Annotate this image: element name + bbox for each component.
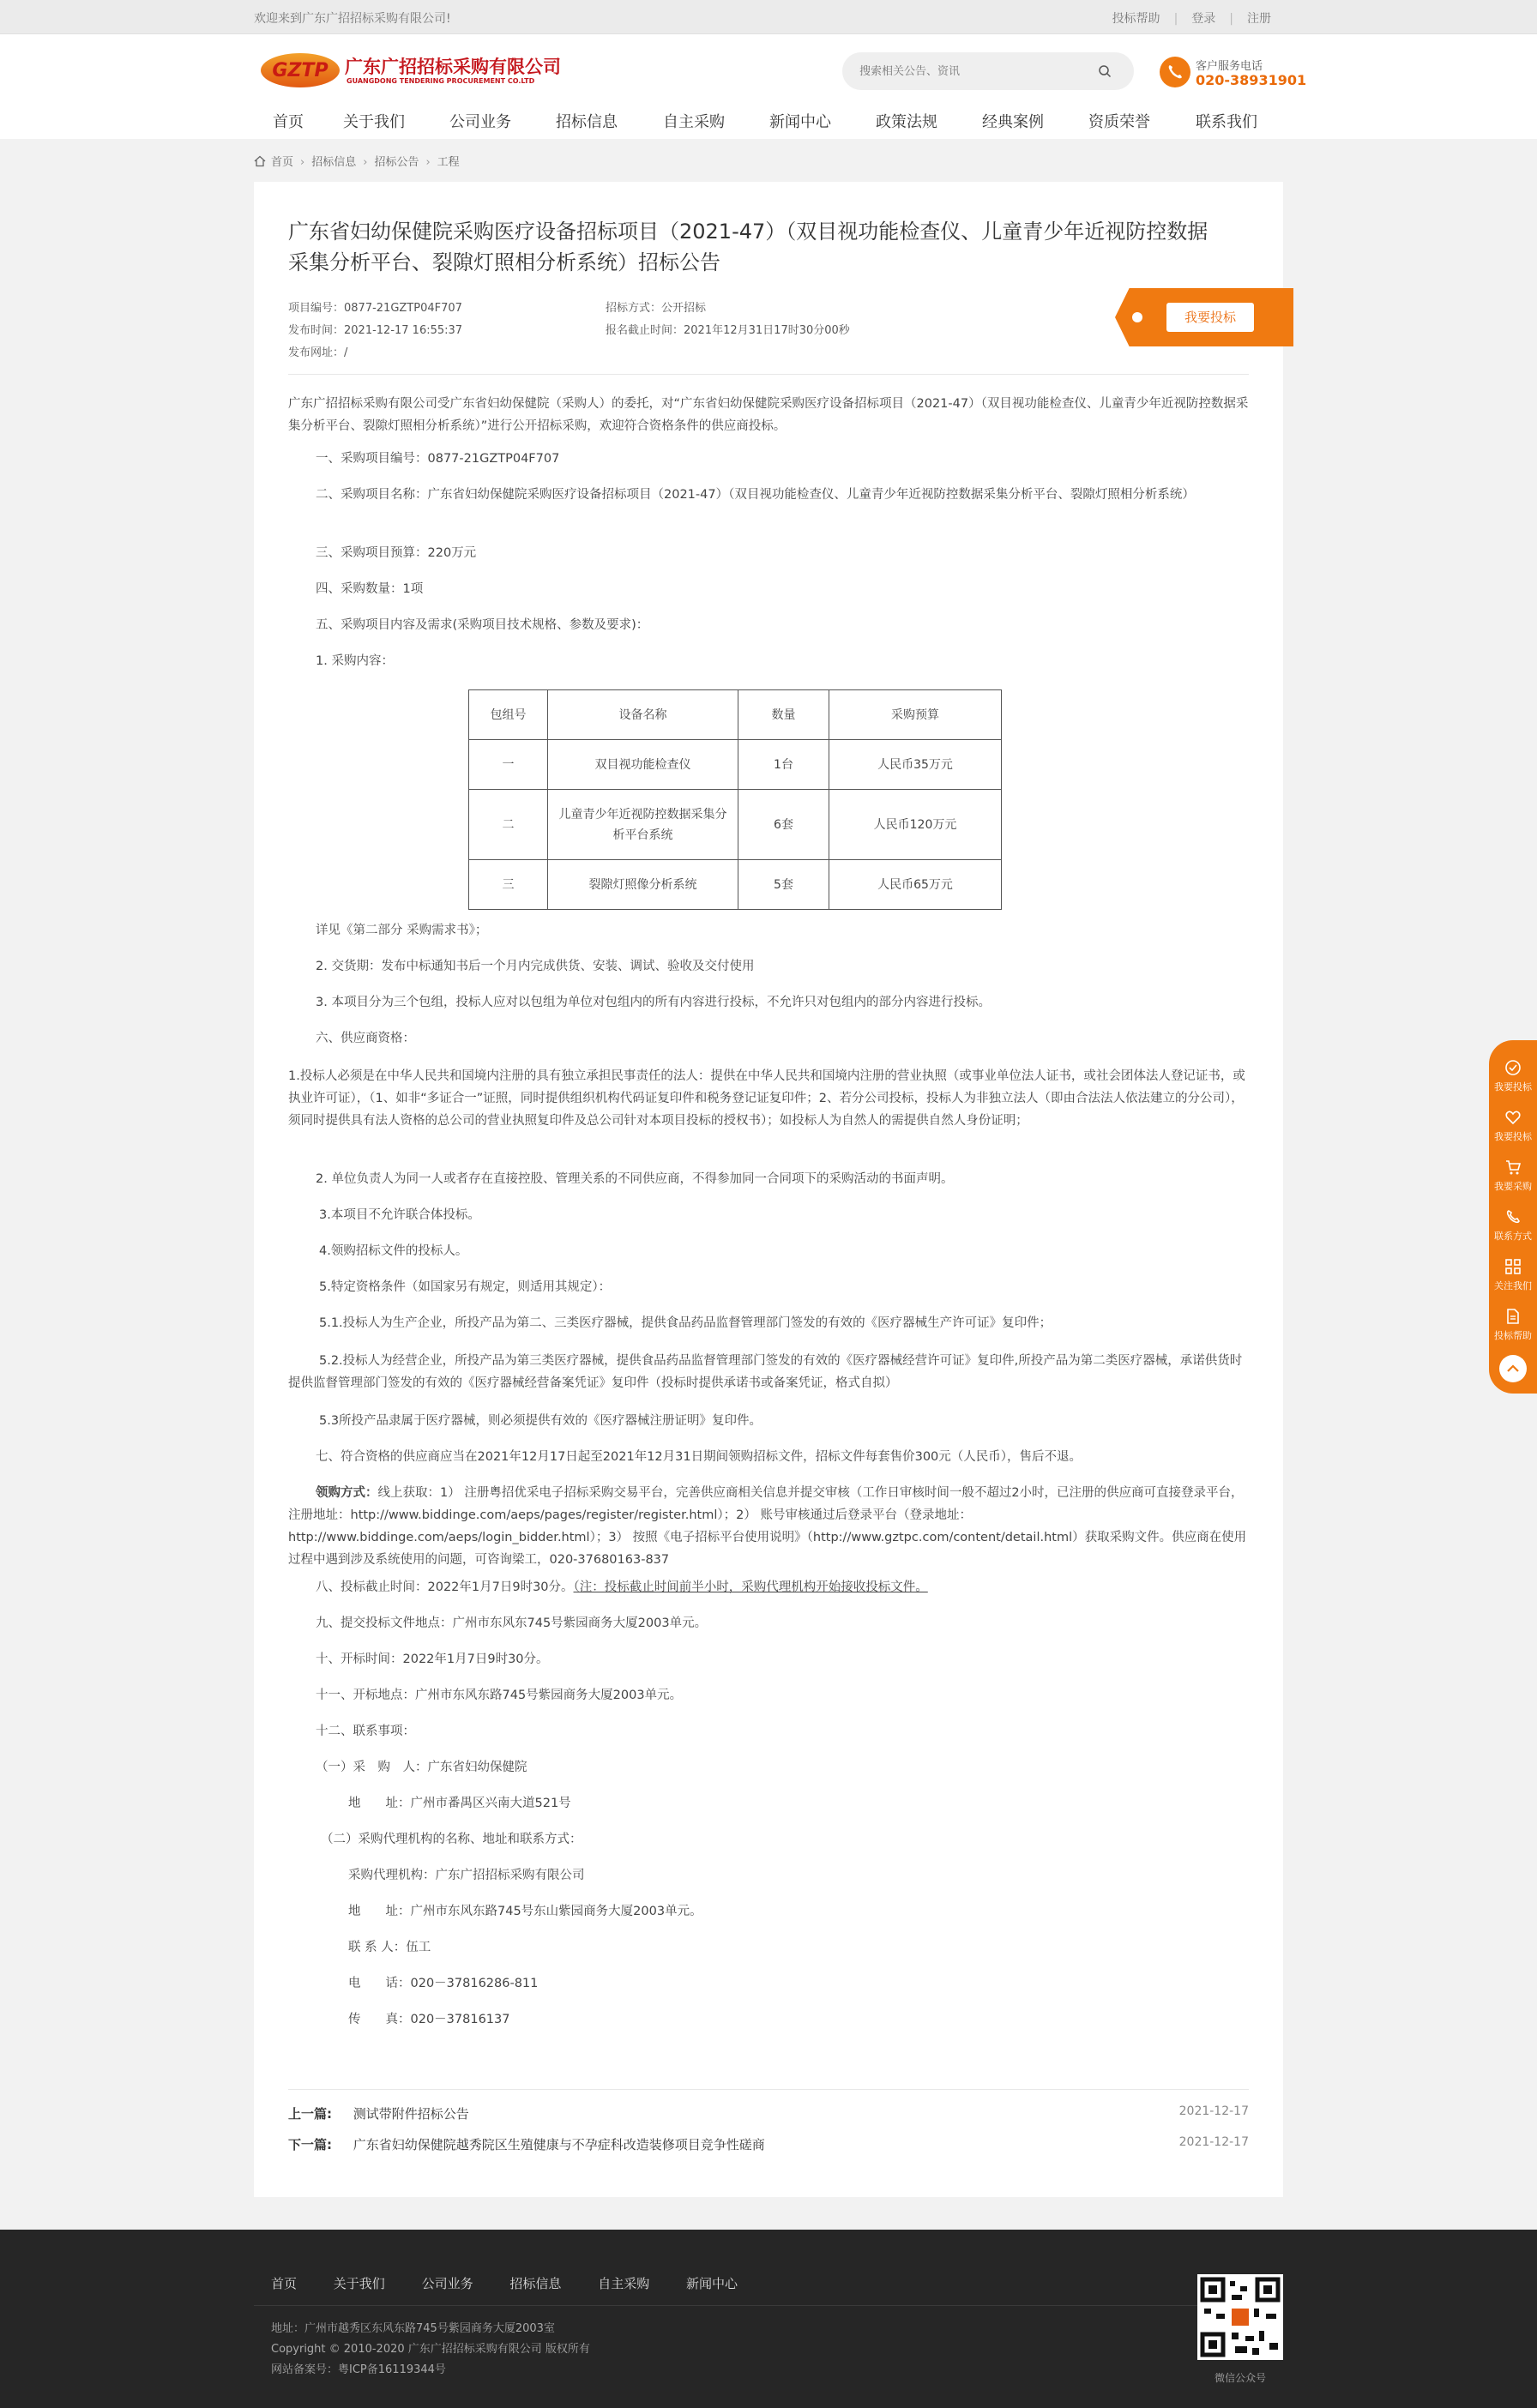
para-agency-addr: 地 址：广州市东风东路745号东山紫园商务大厦2003单元。 [348, 1905, 702, 1918]
para-packages: 3. 本项目分为三个包组，投标人应对以包组为单位对包组内的所有内容进行投标，不允许只对包组内的部分内容进行投标。 [316, 996, 991, 1009]
para-agency: （二）采购代理机构的名称、地址和联系方式： [321, 1833, 582, 1846]
table-cell: 一 [469, 740, 548, 790]
para-purchase-way [288, 1482, 1249, 1571]
header [0, 34, 1537, 139]
prev-article-link[interactable]: 测试带附件招标公告 [353, 2106, 469, 2122]
breadcrumb-current: 工程 [437, 156, 460, 169]
para-open-place: 十一、开标地点：广州市东风东路745号紫园商务大厦2003单元。 [316, 1689, 683, 1702]
para-q51: 5.1.投标人为生产企业，所投产品为第二、三类医疗器械，提供食品药品监督管理部门签发的有效的《医疗器械生产许可证》复印件； [319, 1316, 1052, 1330]
para-q53: 5.3所投产品隶属于医疗器械，则必须提供有效的《医疗器械注册证明》复印件。 [319, 1414, 762, 1428]
login-link[interactable]: 登录 [1191, 12, 1216, 26]
footer-nav-news[interactable]: 新闻中心 [685, 2276, 738, 2291]
nav-about[interactable]: 关于我们 [343, 113, 405, 131]
nav-honors[interactable]: 资质荣誉 [1088, 113, 1150, 131]
chevron-right-icon: › [300, 156, 305, 169]
meta-publish-time: 发布时间：2021-12-17 16:55:37 [288, 324, 463, 337]
breadcrumb-notice[interactable]: 招标公告 [374, 156, 419, 169]
table-cell: 人民币65万元 [829, 860, 1002, 910]
service-phone [1160, 53, 1307, 91]
para-intro: 广东广招招标采购有限公司受广东省妇幼保健院（采购人）的委托，对“广东省妇幼保健院采购医疗设备招标项目（2021-47）（双目视功能检查仪、儿童青少年近视防控数据采集分析平台、裂隙灯照相分析系统）”进行公开招标采购，欢迎符合资格条件的供应商投标。 [288, 397, 1249, 433]
logo[interactable] [261, 51, 570, 91]
top-links: 投标帮助 | 登录 | 注册 [1112, 12, 1271, 26]
table-header: 设备名称 [548, 690, 738, 740]
breadcrumb [254, 153, 460, 169]
para-purchase-period: 七、符合资格的供应商应当在2021年12月17日起至2021年12月31日期间领购招标文件，招标文件每套售价300元（人民币），售后不退。 [316, 1450, 1082, 1464]
table-row [469, 860, 1002, 910]
divider [288, 374, 1249, 375]
footer-nav-bidding-info[interactable]: 招标信息 [509, 2276, 562, 2291]
para-project-name: 二、采购项目名称：广东省妇幼保健院采购医疗设备招标项目（2021-47）（双目视功能检查仪、儿童青少年近视防控数据采集分析平台、裂隙灯照相分析系统） [316, 488, 1195, 502]
meta-method: 招标方式：公开招标 [606, 302, 707, 315]
phone-number: 020-38931901 [1196, 72, 1307, 88]
sidebar-item-purchase[interactable] [1489, 1153, 1537, 1201]
sidebar-item-contact[interactable] [1489, 1203, 1537, 1251]
next-article [288, 2135, 1249, 2153]
para-q5: 5.特定资格条件（如国家另有规定，则适用其规定）： [319, 1280, 612, 1294]
search-icon[interactable] [1098, 64, 1112, 78]
sidebar-item-bid-2[interactable] [1489, 1104, 1537, 1152]
prev-label: 上一篇: [288, 2106, 332, 2122]
sidebar-label: 我要采购 [1494, 1181, 1532, 1192]
sidebar-label: 投标帮助 [1494, 1330, 1532, 1341]
nav-news[interactable]: 新闻中心 [769, 113, 831, 131]
para-project-no: 一、采购项目编号：0877-21GZTP04F707 [316, 452, 560, 466]
meta-url: 发布网址：/ [288, 346, 348, 359]
table-row [469, 740, 1002, 790]
deadline-text: 八、投标截止时间：2022年1月7日9时30分。 [316, 1580, 574, 1594]
heart-icon [1504, 1109, 1522, 1126]
search-input[interactable] [859, 63, 1082, 80]
table-cell: 6套 [738, 790, 829, 860]
phone-label: 客户服务电话 [1196, 60, 1263, 73]
table-cell: 儿童青少年近视防控数据采集分析平台系统 [548, 790, 738, 860]
floating-sidebar [1489, 1040, 1537, 1394]
para-q3: 3.本项目不允许联合体投标。 [319, 1208, 480, 1222]
prev-article [288, 2104, 1249, 2122]
para-q4: 4.领购招标文件的投标人。 [319, 1244, 468, 1258]
sidebar-item-bid[interactable] [1489, 1054, 1537, 1102]
table-cell: 1台 [738, 740, 829, 790]
next-label: 下一篇: [288, 2137, 332, 2152]
dot-icon [1132, 312, 1142, 322]
footer-nav-business[interactable]: 公司业务 [421, 2276, 473, 2291]
purchase-way-text: 线上获取：1） 注册粤招优采电子招标采购交易平台，完善供应商相关信息并提交审核（工作日审核时间一般不超过2小时，已注册的供应商可直接登录平台，注册地址：http://www.biddinge.com/aeps/pages/register/register.html）；2） 账号审核通过后登录平台（登录地址：http://www.biddinge.com/aeps/login_bidder.html）；3） 按照《电子招标平台使用说明》（http://www.gztpc.com/content/detail.html）获取采购文件。供应商在使用过程中遇到涉及系统使用的问题，可咨询梁工，020-37680163-837 [288, 1486, 1247, 1567]
footer-nav-self-procurement[interactable]: 自主采购 [598, 2276, 650, 2291]
para-quantity: 四、采购数量：1项 [316, 582, 424, 596]
qrcode-icon [1504, 1258, 1522, 1275]
table-header: 采购预算 [829, 690, 1002, 740]
nav-self-procurement[interactable]: 自主采购 [663, 113, 725, 131]
logo-mark: GZTP [261, 53, 340, 87]
help-link[interactable]: 投标帮助 [1112, 12, 1160, 26]
hand-icon [1504, 1059, 1522, 1076]
footer-icp: 网站备案号：粤ICP备16119344号 [271, 2363, 446, 2376]
sidebar-label: 我要投标 [1494, 1081, 1532, 1093]
meta-deadline: 报名截止时间：2021年12月31日17时30分00秒 [606, 324, 850, 337]
nav-cases[interactable]: 经典案例 [982, 113, 1044, 131]
para-q52: 5.2.投标人为经营企业，所投产品为第三类医疗器械，提供食品药品监督管理部门签发的有效的《医疗器械经营许可证》复印件,所投产品为第二类医疗器械，承诺供货时提供监督管理部门签发的有效的《医疗器械经营备案凭证》复印件（投标时提供承诺书或备案凭证，格式自拟） [288, 1354, 1243, 1390]
footer-address: 地址：广州市越秀区东风东路745号紫园商务大厦2003室 [271, 2322, 555, 2335]
para-qualification: 六、供应商资格： [316, 1032, 415, 1045]
logo-company-name-en: GUANGDONG TENDERING PROCUREMENT CO.LTD [347, 77, 535, 85]
para-submit-place: 九、提交投标文件地点：广州市东风东745号紫园商务大厦2003单元。 [316, 1616, 708, 1630]
deadline-note: （注：投标截止时间前半小时，采购代理机构开始接收投标文件。 [573, 1580, 928, 1594]
back-to-top-button[interactable] [1499, 1355, 1527, 1382]
table-cell: 裂隙灯照像分析系统 [548, 860, 738, 910]
nav-contact[interactable]: 联系我们 [1196, 113, 1257, 131]
qrcode-label: 微信公众号 [1214, 2372, 1266, 2384]
prev-date: 2021-12-17 [1178, 2104, 1249, 2118]
logo-company-name: 广东广招招标采购有限公司 [345, 56, 561, 77]
package-table [468, 689, 1002, 910]
search-box [842, 52, 1134, 90]
next-date: 2021-12-17 [1178, 2135, 1249, 2149]
top-bar [0, 0, 1537, 34]
table-cell: 三 [469, 860, 548, 910]
para-detail: 详见《第二部分 采购需求书》； [316, 924, 488, 937]
para-agency-contact: 联 系 人：伍工 [348, 1941, 431, 1954]
breadcrumb-bidding-info[interactable]: 招标信息 [311, 156, 357, 169]
next-article-link[interactable]: 广东省妇幼保健院越秀院区生殖健康与不孕症科改造装修项目竞争性磋商 [353, 2137, 765, 2152]
para-purchaser: （一）采 购 人：广东省妇幼保健院 [316, 1761, 527, 1774]
footer-nav [271, 2274, 770, 2292]
footer-nav-about[interactable]: 关于我们 [333, 2276, 385, 2291]
para-q2: 2. 单位负责人为同一人或者存在直接控股、管理关系的不同供应商，不得参加同一合同项下的采购活动的书面声明。 [316, 1172, 954, 1186]
wechat-qrcode [1197, 2274, 1283, 2360]
cart-icon [1504, 1159, 1522, 1176]
breadcrumb-home[interactable]: 首页 [271, 156, 294, 169]
nav-home[interactable]: 首页 [273, 113, 304, 131]
footer-divider [254, 2305, 1283, 2306]
footer-nav-home[interactable]: 首页 [271, 2276, 298, 2291]
table-header: 数量 [738, 690, 829, 740]
para-agency-tel: 电 话：020－37816286-811 [348, 1977, 539, 1990]
table-cell: 人民币120万元 [829, 790, 1002, 860]
welcome-text: 欢迎来到广东广招招标采购有限公司! [254, 12, 451, 26]
purchase-way-label: 领购方式： [316, 1486, 378, 1500]
document-icon [1504, 1308, 1522, 1325]
table-cell: 5套 [738, 860, 829, 910]
para-agency-fax: 传 真：020－37816137 [348, 2013, 510, 2026]
chevron-up-icon [1499, 1355, 1527, 1382]
article-title: 广东省妇幼保健院采购医疗设备招标项目（2021-47）（双目视功能检查仪、儿童青少年近视防控数据采集分析平台、裂隙灯照相分析系统）招标公告 [288, 220, 1209, 274]
chevron-right-icon: › [363, 156, 368, 169]
para-deadline [288, 1576, 1249, 1598]
footer-copyright: Copyright © 2010-2020 广东广招招标采购有限公司 版权所有 [271, 2343, 590, 2356]
nav-bidding-info[interactable]: 招标信息 [556, 113, 618, 131]
main-nav [254, 101, 1283, 139]
para-requirements: 五、采购项目内容及需求(采购项目技术规格、参数及要求)： [316, 618, 649, 632]
sidebar-item-help[interactable] [1489, 1303, 1537, 1351]
para-contact: 十二、联系事项： [316, 1725, 415, 1738]
para-content: 1. 采购内容： [316, 654, 394, 668]
table-header: 包组号 [469, 690, 548, 740]
register-link[interactable]: 注册 [1247, 12, 1271, 26]
phone-icon [1160, 57, 1190, 87]
sidebar-label: 关注我们 [1494, 1280, 1532, 1291]
table-cell: 人民币35万元 [829, 740, 1002, 790]
footer [0, 2230, 1537, 2408]
chevron-right-icon: › [425, 156, 431, 169]
para-agency-name: 采购代理机构：广东广招招标采购有限公司 [348, 1869, 585, 1882]
phone-icon [1504, 1208, 1522, 1225]
table-cell: 二 [469, 790, 548, 860]
bid-tab [1115, 288, 1293, 346]
bid-button[interactable]: 我要投标 [1166, 303, 1254, 332]
sidebar-item-follow[interactable] [1489, 1253, 1537, 1301]
home-icon [254, 155, 266, 167]
para-q1: 1.投标人必须是在中华人民共和国境内注册的具有独立承担民事责任的法人：提供在中华人民共和国境内注册的营业执照（或事业单位法人证书，或社会团体法人登记证书，或执业许可证），（1、如非“多证合一”证照，同时提供组织机构代码证复印件和税务登记证复印件；2、若分公司投标，投标人为非独立法人（即由合法法人依法建立的分公司），须同时提供具有法人资格的总公司的营业执照复印件及总公司针对本项目投标的授权书）；如投标人为自然人的需提供自然人身份证明； [288, 1069, 1245, 1128]
sidebar-label: 联系方式 [1494, 1231, 1532, 1242]
para-delivery: 2. 交货期：发布中标通知书后一个月内完成供货、安装、调试、验收及交付使用 [316, 960, 755, 973]
para-budget: 三、采购项目预算：220万元 [316, 546, 477, 560]
nav-policy[interactable]: 政策法规 [876, 113, 937, 131]
para-open-time: 十、开标时间：2022年1月7日9时30分。 [316, 1652, 549, 1666]
sidebar-label: 我要投标 [1494, 1131, 1532, 1142]
table-row [469, 790, 1002, 860]
meta-project-no: 项目编号：0877-21GZTP04F707 [288, 302, 462, 315]
nav-business[interactable]: 公司业务 [449, 113, 511, 131]
para-purchaser-addr: 地 址：广州市番禺区兴南大道521号 [348, 1797, 571, 1810]
article-panel [254, 182, 1283, 2197]
table-cell: 双目视功能检查仪 [548, 740, 738, 790]
divider [288, 2089, 1249, 2090]
